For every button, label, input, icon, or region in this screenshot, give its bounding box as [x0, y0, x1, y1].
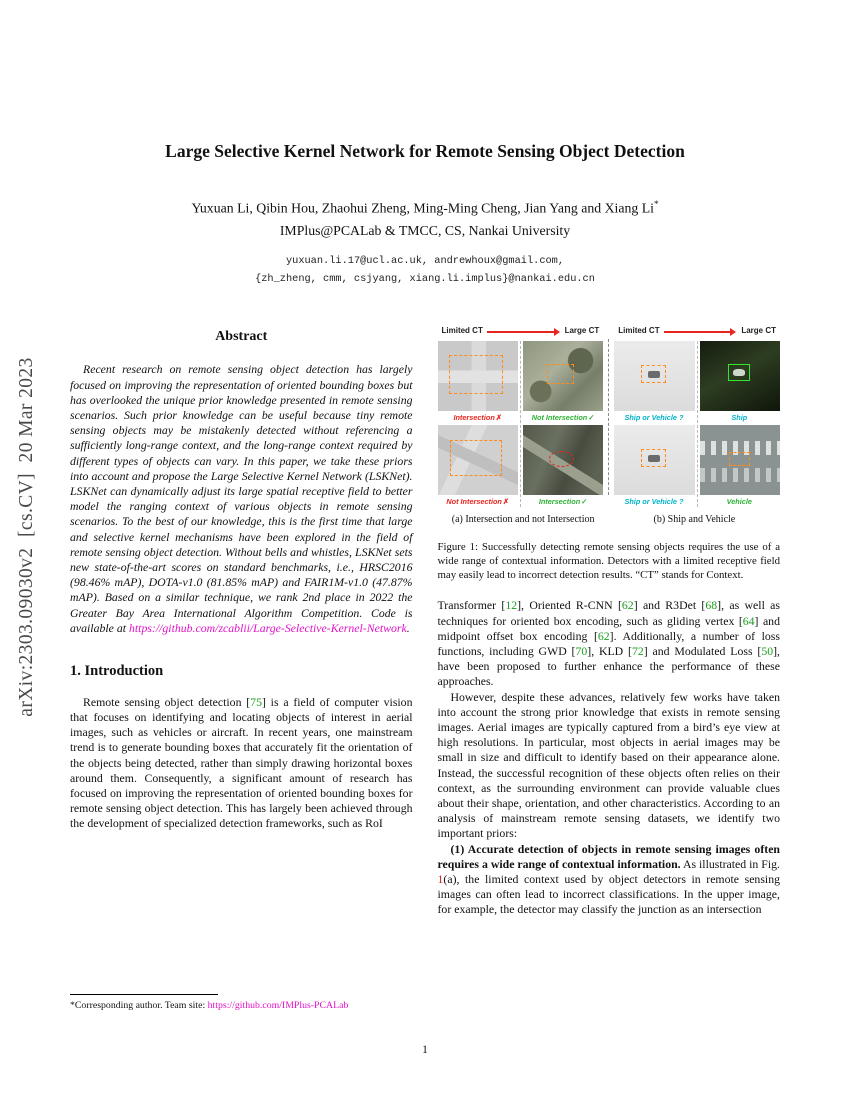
figure-subcaptions — [438, 514, 781, 527]
large-ct-label: Large CT — [564, 326, 600, 336]
citation-12[interactable]: 12 — [505, 598, 518, 613]
prediction-label-wrong: Intersection✗ — [453, 412, 502, 422]
image-intersection-large-context — [523, 425, 603, 495]
detection-box — [729, 452, 750, 466]
body-paragraph-1: Transformer [12], Oriented R-CNN [62] and R3Det [68], as well as techniques for oriented box encoding, such as gliding vertex [64] and midpoint offset box encoding [62]. Additionally, a number of loss functions, including GWD [70], KLD [72] and Modulated Loss [50], have been proposed to further enhance the performance of these approaches. — [437, 598, 781, 689]
image-ship-large-context — [700, 341, 780, 411]
paper-header — [0, 0, 850, 288]
detection-box — [641, 365, 667, 383]
detection-box — [547, 364, 574, 384]
citation-62[interactable]: 62 — [621, 598, 634, 613]
prediction-label-correct: Ship — [731, 412, 748, 422]
code-repository-link[interactable]: https://github.com/zcablii/Large-Selective-Kernel-Network — [128, 620, 407, 635]
citation-72[interactable]: 72 — [631, 643, 644, 658]
image-ship-limited-context — [614, 341, 694, 411]
figure-1-reference[interactable]: 1 — [437, 871, 444, 886]
page-number: 1 — [422, 1044, 428, 1056]
paper-title: Large Selective Kernel Network for Remote Sensing Object Detection — [165, 141, 685, 161]
emails-line-2: {zh_zheng, cmm, csjyang, xiang.li.implus}@nankai.edu.cn — [255, 272, 595, 285]
citation-64[interactable]: 64 — [742, 613, 755, 628]
abstract-heading: Abstract — [215, 329, 268, 345]
prediction-label-correct: Vehicle — [726, 496, 752, 506]
subcaption-a: (a) Intersection and not Intersection — [451, 513, 595, 525]
citation-50[interactable]: 50 — [761, 643, 774, 658]
detection-circle — [549, 451, 575, 467]
footnote-rule — [70, 994, 218, 995]
panel-a-header — [438, 326, 604, 340]
citation-75[interactable]: 75 — [250, 694, 262, 709]
prediction-label-correct: Not Intersection✓ — [531, 412, 595, 422]
two-column-body — [0, 288, 850, 1012]
large-ct-label: Large CT — [741, 326, 776, 336]
image-vehicle-limited-context — [614, 425, 694, 495]
authors-names: Yuxuan Li, Qibin Hou, Zhaohui Zheng, Ming-Ming Cheng, Jian Yang and Xiang Li — [191, 200, 655, 216]
figure-1 — [438, 326, 781, 582]
prediction-label-ambiguous: Ship or Vehicle ? — [624, 412, 684, 422]
figure-1-caption: Figure 1: Successfully detecting remote sensing objects requires the use of a wide range of contextual information. Detectors with a limited receptive field may easily lead to incorrect detection results. “CT” stands for Context. — [437, 540, 780, 582]
panel-a-column-divider — [520, 341, 521, 507]
figure-1-panels — [438, 326, 781, 506]
red-arrow-icon — [487, 331, 555, 333]
citation-62[interactable]: 62 — [597, 628, 610, 643]
cross-mark-icon: ✗ — [502, 496, 510, 506]
prediction-label-ambiguous: Ship or Vehicle ? — [624, 496, 684, 506]
image-not-intersection-large-context — [523, 341, 603, 411]
limited-ct-label: Limited CT — [618, 326, 660, 336]
introduction-paragraph-1: Remote sensing object detection [75] is a field of computer vision that focuses on identifying and locating objects of interest in aerial images, such as vehicles or aircraft. In recent years, one mainstream trend is to generate bounding boxes that accurately fit the orientation of the objects being detected, rather than simply drawing horizontal boxes around them. Consequently, a significant amount of research has focused on improving the representation of oriented bounding boxes for remote sensing object detection. This has largely been achieved through the development of specialized detection frameworks, such as RoI — [70, 694, 413, 831]
panel-b-column-divider — [697, 341, 698, 507]
prediction-label-wrong: Not Intersection✗ — [446, 496, 510, 506]
limited-ct-label: Limited CT — [441, 326, 483, 336]
citation-70[interactable]: 70 — [575, 643, 588, 658]
image-not-intersection-limited-context — [438, 425, 518, 495]
panel-a-grid — [438, 341, 604, 507]
red-arrow-icon — [664, 331, 732, 333]
panel-divider — [608, 339, 609, 494]
footnote-text: *Corresponding author. Team site: https://github.com/IMPlus-PCALab — [70, 1000, 349, 1012]
arxiv-sidebar-banner: arXiv:2303.09030v2 [cs.CV] 20 Mar 2023 — [16, 357, 37, 717]
team-site-link[interactable]: https://github.com/IMPlus-PCALab — [207, 1000, 349, 1012]
citation-68[interactable]: 68 — [705, 598, 718, 613]
emails-line-1: yuxuan.li.17@ucl.ac.uk, andrewhoux@gmail.com, — [285, 255, 565, 268]
right-column — [438, 320, 781, 1012]
subcaption-b: (b) Ship and Vehicle — [653, 513, 736, 525]
image-vehicle-large-context — [700, 425, 780, 495]
check-mark-icon: ✓ — [581, 496, 588, 506]
figure-panel-intersection — [438, 326, 604, 506]
affiliation-line: IMPlus@PCALab & TMCC, CS, Nankai University — [279, 223, 571, 239]
panel-b-grid — [614, 341, 780, 507]
panel-b-header — [614, 326, 780, 340]
left-column — [70, 320, 413, 1012]
prediction-label-correct: Intersection✓ — [538, 496, 588, 506]
authors-line — [0, 199, 850, 217]
image-intersection-limited-context — [438, 341, 518, 411]
body-paragraph-3: (1) Accurate detection of objects in remote sensing images often requires a wide range of contextual information. As illustrated in Fig. 1(a), the limited context used by object detectors in remote sensing images can often lead to incorrect classifications. In the upper image, for example, the detector may classify the junction as an intersection — [437, 841, 780, 917]
detection-box — [641, 449, 667, 467]
detection-box — [450, 440, 501, 476]
detection-box — [449, 355, 504, 394]
body-paragraph-2: However, despite these advances, relatively few works have taken into account the strong prior knowledge that exists in remote sensing images. Aerial images are typically captured from a bird’s eye view at high resolutions. In particular, most objects in aerial images may be small in size and difficult to identify based on their appearance alone. Instead, the successful recognition of these objects often relies on their context, as the surrounding environment can provide valuable clues about their shape, orientation, and other characteristics. According to an analysis of mainstream remote sensing datasets, we identify two important priors: — [437, 689, 780, 841]
footnote — [70, 994, 413, 1012]
emails-block — [0, 253, 850, 288]
check-mark-icon: ✓ — [588, 412, 595, 422]
abstract-text: Recent research on remote sensing object detection has largely focused on improving the representation of oriented bounding boxes but has overlooked the unique prior knowledge presented in remote sensing scenarios. Such prior knowledge can be useful because tiny remote sensing objects may be mistakenly detected without referencing a sufficiently long-range context, and the long-range context required by different types of objects can vary. In this paper, we take these priors into account and propose the Large Selective Kernel Network (LSKNet). LSKNet can dynamically adjust its large spatial receptive field to better model the ranging context of various objects in remote sensing scenarios. To the best of our knowledge, this is the first time that large and selective kernel mechanisms have been explored in the field of remote sensing object detection. Without bells and whistles, LSKNet sets new state-of-the-art scores on standard benchmarks, i.e., HRSC2016 (98.46% mAP), DOTA-v1.0 (81.85% mAP) and FAIR1M-v1.0 (47.87% mAP). Based on a similar technique, we rank 2nd place in 2022 the Greater Bay Area International Algorithm Competition. Code is available at https://github.com/zcablii/Large-Selective-Kernel-Network. — [70, 362, 413, 635]
figure-panel-ship-vehicle — [614, 326, 780, 506]
section-heading-introduction: 1. Introduction — [70, 663, 164, 680]
cross-mark-icon: ✗ — [495, 412, 502, 422]
detection-box-green — [728, 364, 751, 381]
corresponding-author-marker: * — [654, 198, 659, 209]
